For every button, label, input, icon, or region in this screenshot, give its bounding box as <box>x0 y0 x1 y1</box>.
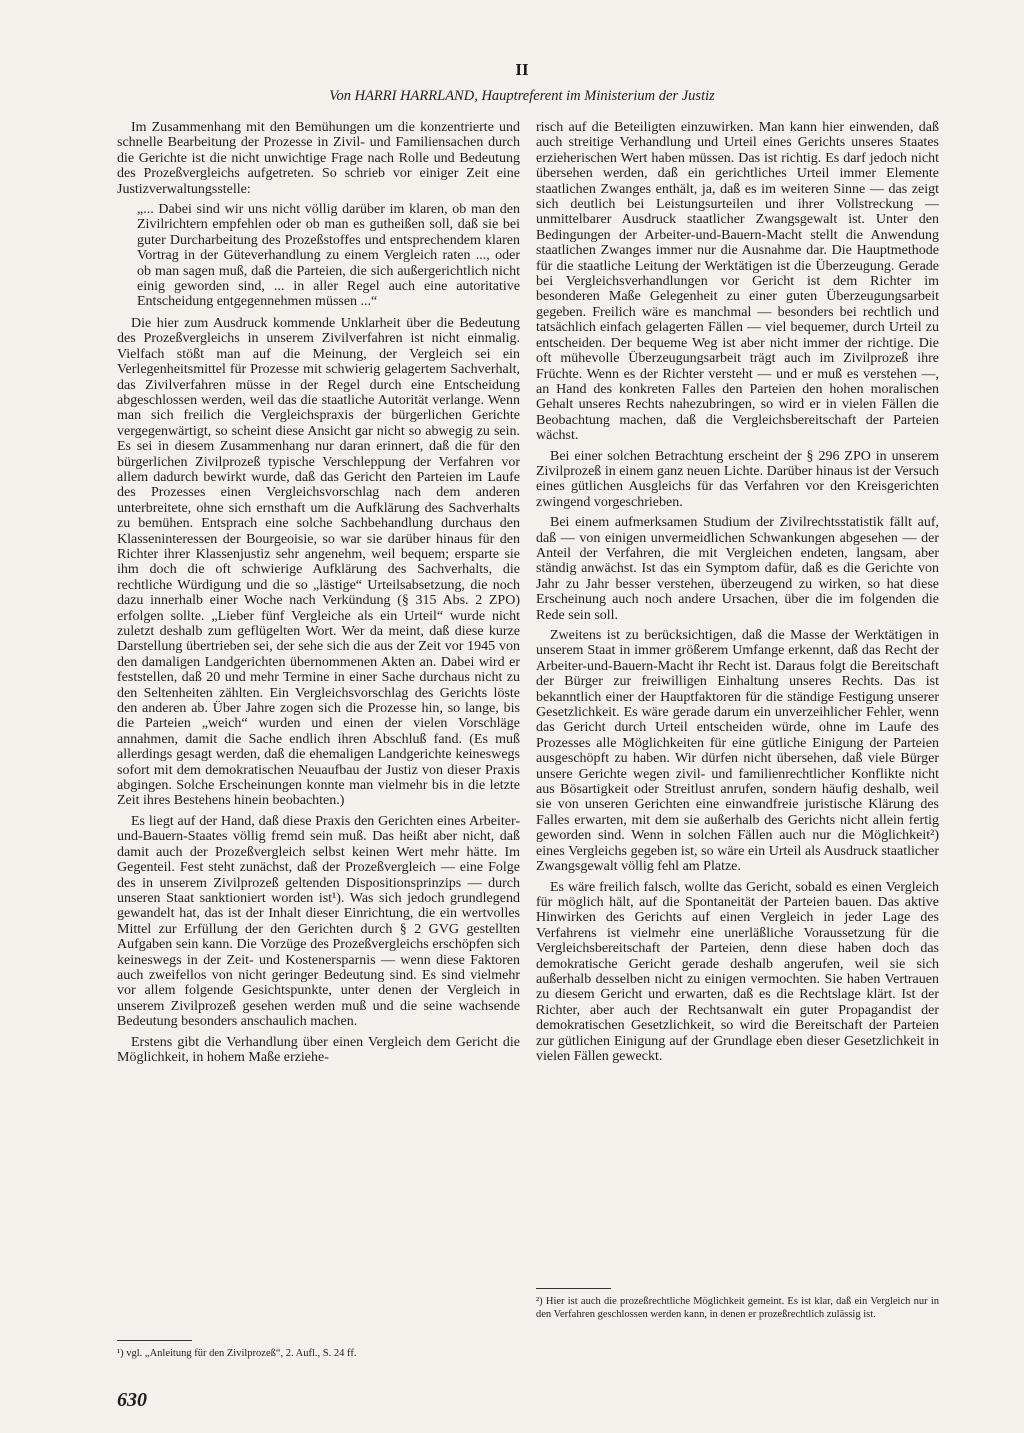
paragraph: Bei einer solchen Betrachtung erscheint der § 296 ZPO in unserem Zivilprozeß in einem ganz neuen Lichte. Darüber hinaus ist der Versuch eines gütlichen Ausgleichs für das Verfahren vor den Kreisgerichten zwingend vorgeschrieben. <box>536 448 939 510</box>
footnote-2: ²) Hier ist auch die prozeßrechtliche Möglichkeit gemeint. Es ist klar, daß ein Vergleich nur in den Verfahren geschlossen werden kann, in denen er prozeßrechtlich zulässig ist. <box>536 1296 939 1320</box>
paragraph: Es liegt auf der Hand, daß diese Praxis den Gerichten eines Arbeiter-und-Bauern-Staates völlig fremd sein muß. Das heißt aber nicht, daß damit auch der Prozeßvergleich selbst keinen Wert mehr hätte. Im Gegenteil. Fest steht zunächst, daß der Prozeßvergleich — eine Folge des in unserem Zivilprozeß geltenden Dispositionsprinzips — durch unseren Staat sanktioniert worden ist¹). Was sich jedoch grundlegend gewandelt hat, das ist der Inhalt dieser Einrichtung, die ein wertvolles Mittel zur Erfüllung der den Gerichten durch § 2 GVG gestellten Aufgaben sein kann. Die Vorzüge des Prozeßvergleichs erschöpfen sich keineswegs in der Zeit- und Kostenersparnis — wenn diese Faktoren auch zweifellos von nicht geringer Bedeutung sind. Es sind vielmehr vor allem folgende Gesichtspunkte, unter denen der Vergleich in unserem Zivilprozeß gesehen werden muß und die seine wachsende Bedeutung besonders anschaulich machen. <box>117 813 520 1030</box>
paragraph: risch auf die Beteiligten einzuwirken. Man kann hier einwenden, daß auch streitige Verhandlung und Urteil eines Gerichts unseres Staates erzieherischen Wert haben müssen. Das ist richtig. Es darf jedoch nicht übersehen werden, daß ein gerichtliches Urteil immer Elemente staatlichen Zwanges enthält, ja, daß es im weiteren Sinne — das zeigt sich deutlich bei Leistungsurteilen und ihrer Vollstreckung — unmittelbarer Ausdruck staatlicher Zwangsgewalt ist. Unter den Bedingungen der Arbeiter-und-Bauern-Macht stellt die Anwendung staatlichen Zwanges immer nur die Ausnahme dar. Die Hauptmethode für die staatliche Leitung der Werktätigen ist die Überzeugung. Gerade bei Vergleichsverhandlungen vor Gericht ist dem Richter im besonderen Maße Gelegenheit zu einer guten Überzeugungsarbeit gegeben. Freilich wäre es manchmal — besonders bei rechtlich und tatsächlich einfach gelagerten Fällen — viel bequemer, durch Urteil zu entscheiden. Der bequeme Weg ist aber nicht immer der richtige. Die oft mühevolle Überzeugungsarbeit trägt auch im Zivilprozeß ihre Früchte. Wenn es der Richter versteht — und er muß es verstehen —, an Hand des konkreten Falles den Parteien den hohen moralischen Gehalt unseres Rechts nahezubringen, so wird er in vielen Fällen die Beobachtung machen, daß die Vergleichsbereitschaft der Parteien wächst. <box>536 120 939 444</box>
footnote-1: ¹) vgl. „Anleitung für den Zivilprozeß“, 2. Aufl., S. 24 ff. <box>117 1348 357 1359</box>
paragraph: Die hier zum Ausdruck kommende Unklarheit über die Bedeutung des Prozeßvergleichs in unserem Zivilverfahren ist nicht einmalig. Vielfach stößt man auf die Meinung, der Vergleich sei ein Verlegenheitsmittel für Prozesse mit schwierig gelagertem Sachverhalt, das Zivilverfahren müsse in der Regel durch eine Entscheidung abgeschlossen werden, weil das die staatliche Autorität verlange. Wenn man sich freilich die Vergleichspraxis der bürgerlichen Gerichte vergegenwärtigt, so scheint diese Ansicht gar nicht so abwegig zu sein. Es sei in diesem Zusammenhang nur daran erinnert, daß die für den bürgerlichen Zivilprozeß typische Verschleppung der Verfahren vor allem dadurch bewirkt wurde, daß das Gericht den Parteien im Laufe des Prozesses einen Vergleichsvorschlag nach dem anderen unterbreitete, ohne sich ernsthaft um die Aufklärung des Sachverhalts zu bemühen. Entsprach eine solche Sachbehandlung durchaus den Klasseninteressen der Bourgeoisie, so war sie darüber hinaus für den Richter ihrer Klassenjustiz sehr angenehm, weil bequem; ersparte sie ihm doch die oft schwierige Aufklärung des Sachverhalts, die rechtliche Würdigung und die so „lästige“ Urteilsabsetzung, die noch dazu innerhalb einer Woche nach Verkündung (§ 315 Abs. 2 ZPO) erfolgen sollte. „Lieber fünf Vergleiche als ein Urteil“ wurde nicht zuletzt deshalb zum geflügelten Wort. Wer da meint, daß diese kurze Darstellung übertrieben sei, der sehe sich die aus der Zeit vor 1945 von den damaligen Landgerichten übernommenen Akten an. Dabei wird er feststellen, daß 20 und mehr Termine in einer Sache durchaus nicht zu den Seltenheiten zählten. Ein Vergleichsvorschlag des Gerichts löste den anderen ab. Über Jahre zogen sich die Prozesse hin, so lange, bis die Parteien „weich“ wurden und einen der vielen Vorschläge annahmen, damit die Sache endlich ihren Abschluß fand. (Es muß allerdings gesagt werden, daß die ehemaligen Landgerichte keineswegs sofort mit dem demokratischen Neuaufbau der Justiz von dieser Praxis abgingen. Solche Erscheinungen konnte man vielmehr bis in die letzte Zeit ihres Bestehens hinein beobachten.) <box>117 315 520 809</box>
paragraph: Bei einem aufmerksamen Studium der Zivilrechtsstatistik fällt auf, daß — von einigen unvermeidlichen Schwankungen abgesehen — der Anteil der Verfahren, die mit Vergleichen endeten, langsam, aber ständig anwächst. Ist das ein Symptom dafür, daß es die Gerichte von Jahr zu Jahr besser verstehen, überzeugend zu wirken, so hat diese Erscheinung auch noch andere Ursachen, über die im folgenden die Rede sein soll. <box>536 515 939 623</box>
author-byline: Von HARRI HARRLAND, Hauptreferent im Ministerium der Justiz <box>329 88 715 104</box>
footnote-rule <box>117 1340 192 1341</box>
left-column <box>117 120 520 1320</box>
footnote-rule <box>536 1288 611 1289</box>
block-quote: „... Dabei sind wir uns nicht völlig darüber im klaren, ob man den Zivilrichtern empfehlen oder ob man es gutheißen soll, daß sie bei guter Durcharbeitung des Prozeßstoffes und entsprechendem klaren Vortrag in der Güteverhandlung zu einem Vergleich raten ..., oder ob man sagen muß, daß die Parteien, die sich außergerichtlich nicht einig geworden sind, ... in aller Regel auch eine autoritative Entscheidung entgegennehmen müssen ...“ <box>137 202 520 310</box>
section-number: II <box>515 60 529 79</box>
page-number: 630 <box>117 1389 147 1411</box>
paragraph: Es wäre freilich falsch, wollte das Gericht, sobald es einen Vergleich für möglich hält, auf die Spontaneität der Parteien bauen. Das aktive Hinwirken des Gerichts auf einen Vergleich in jeder Lage des Verfahrens ist vielmehr eine unerläßliche Voraussetzung für die Vergleichsbereitschaft der Parteien, denn diese haben doch das demokratische Gericht gerade deshalb angerufen, weil sie sich außerhalb desselben nicht zu einigen vermochten. Sie haben Vertrauen zu diesem Gericht und erwarten, daß es die Rechtslage klärt. Ist der Richter, aber auch der Rechtsanwalt ein guter Propagandist der demokratischen Gesetzlichkeit, so wird die Bereitschaft der Parteien zur gütlichen Einigung auf der Grundlage eben dieser Gesetzlichkeit in vielen Fällen geweckt. <box>536 879 939 1064</box>
paragraph: Zweitens ist zu berücksichtigen, daß die Masse der Werktätigen in unserem Staat in immer größerem Umfange erkennt, daß das Recht der Arbeiter-und-Bauern-Macht ihr Recht ist. Daraus folgt die Bereitschaft der Bürger zur freiwilligen Einhaltung unseres Rechts. Das ist bekanntlich einer der Hauptfaktoren für die ständige Festigung unserer Gesetzlichkeit. Es wäre gerade darum ein unverzeihlicher Fehler, wenn das Gericht durch Urteil entscheiden würde, ohne im Laufe des Prozesses alle Möglichkeiten für eine gütliche Einigung der Parteien ausgeschöpft zu haben. Wir dürfen nicht übersehen, daß viele Bürger unsere Gerichte wegen zivil- und familienrechtlicher Konflikte nicht aus Bösartigkeit oder Streitlust anrufen, sondern häufig deshalb, weil sie von unseren Gerichten eine einwandfreie juristische Klärung des Falles erwarten, mit dem sie außerhalb des Gerichts nicht allein fertig geworden sind. Wenn in solchen Fällen auch nur die Möglichkeit²) eines Vergleichs gegeben ist, so wäre ein Urteil als Ausdruck staatlicher Zwangsgewalt völlig fehl am Platze. <box>536 628 939 875</box>
paragraph: Im Zusammenhang mit den Bemühungen um die konzentrierte und schnelle Bearbeitung der Prozesse in Zivil- und Familiensachen durch die Gerichte ist die nicht unwichtige Frage nach Rolle und Bedeutung des Prozeßvergleichs aufgetreten. So schrieb vor einiger Zeit eine Justizverwaltungsstelle: <box>117 120 520 197</box>
paragraph: Erstens gibt die Verhandlung über einen Vergleich dem Gericht die Möglichkeit, in hohem Maße erziehe- <box>117 1034 520 1065</box>
right-column <box>536 120 939 1320</box>
